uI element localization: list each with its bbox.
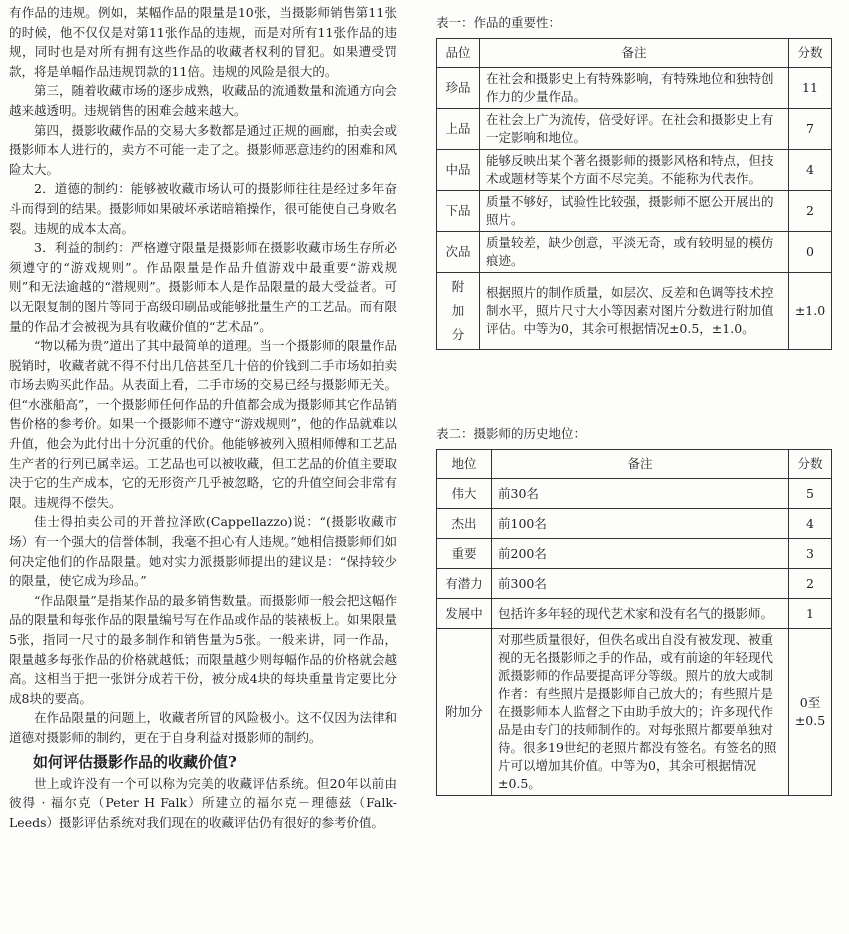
table-row bbox=[437, 273, 832, 350]
level-cell: 有潜力 bbox=[437, 569, 492, 599]
table-row bbox=[437, 191, 832, 232]
note-cell: 前100名 bbox=[492, 509, 789, 539]
table-header-row bbox=[437, 450, 832, 479]
paragraph: 世上或许没有一个可以称为完美的收藏评估系统。但20年以前由彼得 · 福尔克（Peter H Falk）所建立的福尔克－理德兹（Falk-Leeds）摄影评估系统对我们现在的收藏评估仍有很好的参考价值。 bbox=[9, 775, 397, 830]
note-cell: 在社会上广为流传，倍受好评。在社会和摄影史上有一定影响和地位。 bbox=[480, 109, 789, 150]
header-cell: 备注 bbox=[492, 450, 789, 479]
table-row bbox=[437, 629, 832, 796]
level-cell: 下品 bbox=[437, 191, 480, 232]
importance-table bbox=[436, 38, 832, 350]
table-row bbox=[437, 569, 832, 599]
score-cell: 1 bbox=[789, 599, 832, 629]
header-cell: 分数 bbox=[789, 450, 832, 479]
level-cell bbox=[437, 273, 480, 350]
header-cell: 品位 bbox=[437, 39, 480, 68]
table-row bbox=[437, 539, 832, 569]
paragraph: 佳士得拍卖公司的开普拉泽欧(Cappellazzo)说：“(摄影收藏市场）有一个强大的信誉体制，我毫不担心有人违规。”她相信摄影师们如何决定他们的作品限量。她对实力派摄影师提出的建议是：“保持较少的限量，使它成为珍品。” bbox=[9, 514, 397, 589]
note-cell: 能够反映出某个著名摄影师的摄影风格和特点，但技术或题材等某个方面不尽完美。不能称为代表作。 bbox=[480, 150, 789, 191]
table-row bbox=[437, 232, 832, 273]
note-cell: 前200名 bbox=[492, 539, 789, 569]
table1-caption: 表一：作品的重要性： bbox=[436, 15, 562, 30]
note-cell: 包括许多年轻的现代艺术家和没有名气的摄影师。 bbox=[492, 599, 789, 629]
table2-caption: 表二：摄影师的历史地位： bbox=[436, 426, 587, 441]
table-row bbox=[437, 479, 832, 509]
paragraph: 3．利益的制约：严格遵守限量是摄影师在摄影收藏市场生存所必须遵守的“游戏规则”。作品限量是作品升值游戏中最重要“游戏规则”和无法逾越的“潜规则”。摄影师本人是作品限量的最大受益者。可以无限复制的图片等同于高级印刷品或能够批量生产的工艺品。而有限量的作品才会被视为具有收藏价值的“艺术品”。 bbox=[9, 240, 397, 334]
score-cell: 3 bbox=[789, 539, 832, 569]
note-cell: 根据照片的制作质量，如层次、反差和色调等技术控制水平，照片尺寸大小等因素对图片分数进行附加值评估。中等为0，其余可根据情况±0.5，±1.0。 bbox=[480, 273, 789, 350]
note-cell: 质量不够好，试验性比较强，摄影师不愿公开展出的照片。 bbox=[480, 191, 789, 232]
level-cell: 重要 bbox=[437, 539, 492, 569]
table-header-row bbox=[437, 39, 832, 68]
section-title: 如何评估摄影作品的收藏价值? bbox=[33, 752, 237, 771]
vertical-char: 附 bbox=[451, 279, 465, 294]
header-cell: 地位 bbox=[437, 450, 492, 479]
table-row bbox=[437, 509, 832, 539]
score-cell: 4 bbox=[789, 150, 832, 191]
paragraph: 第四，摄影收藏作品的交易大多数都是通过正规的画廊，拍卖会或摄影师本人进行的，卖方不可能一走了之。摄影师恶意违约的困难和风险太大。 bbox=[9, 122, 397, 177]
header-cell: 分数 bbox=[789, 39, 832, 68]
left-text-column bbox=[9, 3, 397, 832]
history-table bbox=[436, 449, 832, 796]
paragraph: 第三，随着收藏市场的逐步成熟，收藏品的流通数量和流通方向会越来越透明。违规销售的困难会越来越大。 bbox=[9, 83, 397, 118]
level-cell: 杰出 bbox=[437, 509, 492, 539]
note-cell: 前30名 bbox=[492, 479, 789, 509]
score-cell: 2 bbox=[789, 191, 832, 232]
note-cell: 在社会和摄影史上有特殊影响，有特殊地位和独特创作力的少量作品。 bbox=[480, 68, 789, 109]
vertical-char: 分 bbox=[451, 327, 465, 342]
paragraph: 在作品限量的问题上，收藏者所冒的风险极小。这不仅因为法律和道德对摄影师的制约，更在于自身利益对摄影师的制约。 bbox=[9, 710, 397, 745]
level-cell: 次品 bbox=[437, 232, 480, 273]
score-cell: 4 bbox=[789, 509, 832, 539]
note-cell: 对那些质量很好，但佚名或出自没有被发现、被重视的无名摄影师之手的作品，或有前途的年轻现代派摄影师的作品要提高评分等级。照片的放大或制作者：有些照片是摄影师自己放大的；有些照片是在摄影师本人监督之下由助手放大的；许多现代作品是由专门的技师制作的。对每张照片都要单独对待。很多19世纪的老照片都没有签名。有签名的照片可以增加其价值。中等为0，其余可根据情况±0.5。 bbox=[492, 629, 789, 796]
level-cell: 中品 bbox=[437, 150, 480, 191]
table-row bbox=[437, 68, 832, 109]
score-cell: 2 bbox=[789, 569, 832, 599]
score-cell: 0至±0.5 bbox=[789, 629, 832, 796]
score-cell: ±1.0 bbox=[789, 273, 832, 350]
level-cell: 上品 bbox=[437, 109, 480, 150]
table1-block bbox=[436, 14, 832, 350]
table2-block bbox=[436, 425, 832, 796]
score-cell: 11 bbox=[789, 68, 832, 109]
level-cell: 发展中 bbox=[437, 599, 492, 629]
level-cell: 珍品 bbox=[437, 68, 480, 109]
score-cell: 7 bbox=[789, 109, 832, 150]
paragraph: 有作品的违规。例如，某幅作品的限量是10张，当摄影师销售第11张的时候，他不仅仅是对第11张作品的违规，而是对所有11张作品的违规，同时也是对所有拥有这些作品的收藏者权利的冒犯。如果遭受罚款，将是单幅作品违规罚款的11倍。违规的风险是很大的。 bbox=[9, 5, 397, 79]
vertical-char: 加 bbox=[451, 303, 465, 318]
table-row bbox=[437, 150, 832, 191]
table-row bbox=[437, 109, 832, 150]
score-cell: 5 bbox=[789, 479, 832, 509]
level-cell: 附加分 bbox=[437, 629, 492, 796]
table-row bbox=[437, 599, 832, 629]
note-cell: 质量较差，缺少创意，平淡无奇，或有较明显的模仿痕迹。 bbox=[480, 232, 789, 273]
paragraph: “作品限量”是指某作品的最多销售数量。而摄影师一般会把这幅作品的限量和每张作品的限量编号写在作品或作品的装裱板上。如果限量5张，指同一尺寸的最多制作和销售量为5张。一般来讲，同一作品，限量越多每张作品的价格就越低；而限量越少则每幅作品的价格就会越高。这相当于把一张饼分成若干份，被分成4块的每块重量肯定要比分成8块的要高。 bbox=[9, 592, 397, 706]
level-cell: 伟大 bbox=[437, 479, 492, 509]
paragraph: “物以稀为贵”道出了其中最简单的道理。当一个摄影师的限量作品脱销时，收藏者就不得不付出几倍甚至几十倍的价钱到二手市场如拍卖市场去购买此作品。从表面上看，二手市场的交易已经与摄影师无关。但“水涨船高”，一个摄影师任何作品的升值都会成为摄影师其它作品销售价格的参考价。如果一个摄影师不遵守“游戏规则”，他的作品就难以升值，他会为此付出十分沉重的代价。他能够被列入照相师傅和工艺品生产者的行列已属幸运。工艺品也可以被收藏，但工艺品的价值主要取决于它的生产成本，它的无形资产几乎被忽略，它的升值空间会非常有限。违规得不偿失。 bbox=[9, 338, 397, 510]
score-cell: 0 bbox=[789, 232, 832, 273]
header-cell: 备注 bbox=[480, 39, 789, 68]
note-cell: 前300名 bbox=[492, 569, 789, 599]
paragraph: 2．道德的制约：能够被收藏市场认可的摄影师往往是经过多年奋斗而得到的结果。摄影师如果破坏承诺暗箱操作，很可能使自己身败名裂。违规的成本太高。 bbox=[9, 181, 397, 236]
